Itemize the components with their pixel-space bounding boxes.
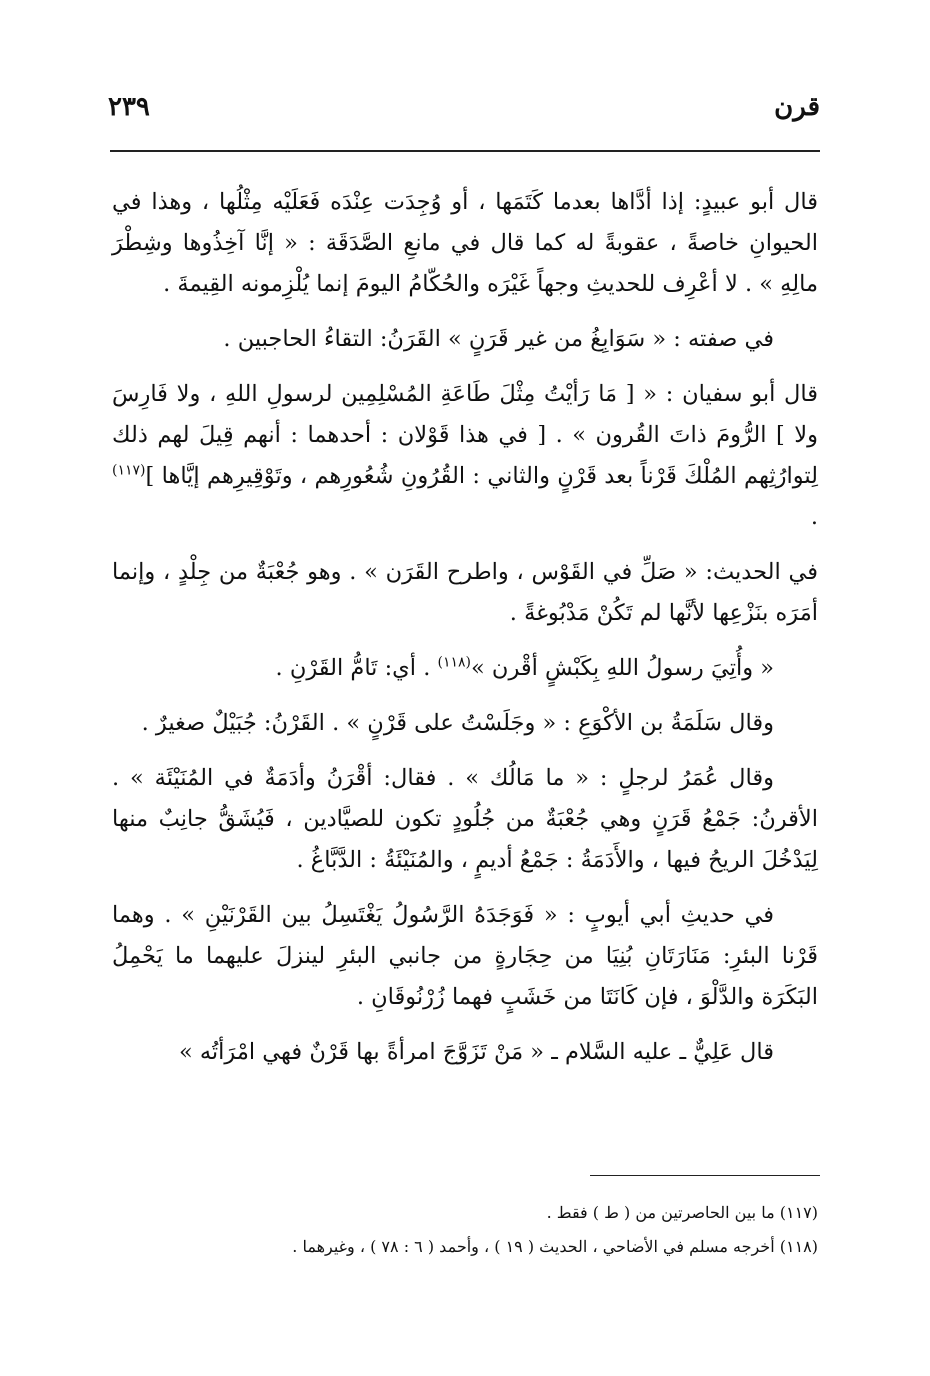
paragraph-tail: . [810,504,818,530]
paragraph-text: قال أبو سفيان : « [ مَا رَأيْتُ مِثْلَ طَاعَةِ المُسْلِمِين لرسولِ اللهِ ، ولا فَارِسَ ولا ] الرُّومَ ذاتَ القُرون » . [ في هذا قَوْلان : أحدهما : أنهم قِيلَ لهم ذلك لِتوارُثِهم المُلْكَ قَرْناً بعد قَرْنٍ والثاني : القُرُونِ شُعُورِهم ، وتَوْقِيرِهم إيَّاها ] [112,381,818,489]
paragraph [112,374,818,538]
paragraph [112,703,818,744]
paragraph [112,1032,818,1073]
paragraph-text: قال أبو عبيدٍ: إذا أدَّاها بعدما كَتَمَها ، أو وُجِدَت عِنْدَه فَعَلَيْه مِثْلُها ، وهذا في الحيوانِ خاصةً ، عقوبةً له كما قال في مانعِ الصَّدَقَة : « إنَّا آخِذُوها وشِطْرَ مالِهِ » . لا أعْرِف للحديثِ وجهاً غَيْرَه والحُكّامُ اليومَ إنما يُلْزِمونه القِيمةَ . [112,189,818,297]
footnote-reference: (١١٧) [112,462,146,479]
footnote-divider [590,1175,820,1176]
paragraph-tail: . أي: تَامُّ القَرْنِ . [275,655,438,681]
paragraph-text: وقال عُمَرُ لرجلٍ : « ما مَالُك » . فقال: أقْرَنُ وأدَمَةٌ في المُنَيْئَة » . الأقرنُ: جَمْعُ قَرَنٍ وهي جُعْبَةٌ من جُلُودٍ تكون للصيَّادين ، فَيُشَقُّ جانِبٌ منها لِيَدْخُلَ الريحُ فيها ، والأَدَمَةُ : جَمْعُ أديمٍ ، والمُنَيْئَةُ : الدَّبَّاغُ . [112,765,818,873]
paragraph-text: في صفته : « سَوَابِغُ من غير قَرَنٍ » القَرَنُ: التقاءُ الحاجبين . [223,326,774,352]
paragraph [112,552,818,634]
paragraph [112,758,818,881]
paragraph [112,319,818,360]
paragraph [112,182,818,305]
header-divider [110,150,820,152]
page-header [108,88,820,128]
paragraph [112,895,818,1018]
footnote-118: (١١٨) أخرجه مسلم في الأضاحي ، الحديث ( ١٩ ) ، وأحمد ( ٦ : ٧٨ ) ، وغيرهما . [292,1237,818,1256]
footnote-117: (١١٧) ما بين الحاصرتين من ( ط ) فقط . [546,1203,818,1222]
main-text [112,182,818,1087]
paragraph-text: وقال سَلَمَةُ بن الأكْوَعِ : « وجَلَسْتُ على قَرْنٍ » . القَرْنُ: جُبَيْلٌ صغيرٌ . [141,710,774,736]
footnotes [112,1196,818,1264]
paragraph [112,648,818,689]
entry-title: قرن [774,92,820,122]
footnote-reference: (١١٨) [437,654,471,671]
paragraph-text: في الحديث: « صَلِّ في القَوْس ، واطرح القَرَن » . وهو جُعْبَةٌ من جِلْدٍ ، وإنما أمَرَه بنَزْعِها لأنَّها لم تَكُنْ مَدْبُوغةً . [112,559,818,626]
paragraph-text: في حديثِ أبي أيوبٍ : « فَوَجَدَهُ الرَّسُولُ يَغْتَسِلُ بين القَرْنَيْنِ » . وهما قَرْنا البئرِ: مَنَارَتَانِ بُنِيَا من حِجَارةٍ من جانبي البئرِ لينزلَ عليهما ما يَحْمِلُ البَكَرَة والدَّلْوَ ، فإن كَانَتَا من خَشَبٍ فهما زُرْنُوقَانِ . [112,902,818,1010]
paragraph-text: قال عَلِيٌّ ـ عليه السَّلام ـ « مَنْ تَزَوَّجَ امرأةً بها قَرْنٌ فهي امْرَأتُه » [178,1039,774,1065]
paragraph-text: « وأُتِيَ رسولُ اللهِ بِكَبْشٍ أقْرن » [471,655,774,681]
page-number: ٢٣٩ [108,92,150,122]
